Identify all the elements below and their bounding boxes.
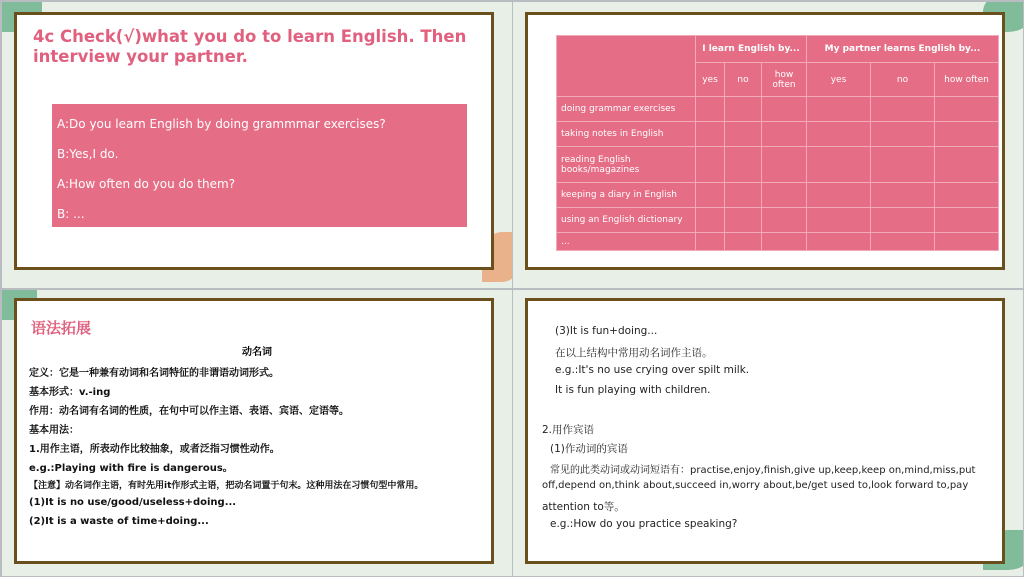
row-label: using an English dictionary: [557, 208, 696, 233]
text-line: off,depend on,think about,succeed in,worry about,be/get used to,look forward to,pay: [542, 480, 969, 491]
grammar-line: 【注意】动名词作主语，有时先用it作形式主语，把动名词置于句末。这种用法在习惯句型中常用。: [29, 481, 424, 491]
text-line: 常见的此类动词或动词短语有：practise,enjoy,finish,give up,keep,keep on,mind,miss,put: [550, 465, 976, 476]
table-corner: [557, 36, 696, 97]
grammar-line: 基本形式：v.-ing: [29, 387, 111, 398]
grammar-line: 作用：动名词有名词的性质，在句中可以作主语、表语、宾语、定语等。: [29, 406, 349, 417]
slide-frame: [525, 12, 1005, 270]
text-line: e.g.:It's no use crying over spilt milk.: [555, 364, 750, 376]
subheader: yes: [696, 63, 725, 97]
table-row: [557, 122, 999, 147]
slide-3[interactable]: [2, 290, 512, 576]
grammar-line: (1)It is no use/good/useless+doing...: [29, 497, 237, 508]
subheader: no: [871, 63, 935, 97]
row-label: doing grammar exercises: [557, 97, 696, 122]
row-label: taking notes in English: [557, 122, 696, 147]
slide-frame: [14, 12, 494, 270]
subheader: yes: [807, 63, 871, 97]
text-line: 2.用作宾语: [542, 424, 595, 436]
topic-heading: 动名词: [242, 347, 272, 358]
grammar-line: 定义：它是一种兼有动词和名词特征的非谓语动词形式。: [29, 368, 279, 379]
dialogue-line: B: ...: [57, 207, 85, 221]
text-line: 在以上结构中常用动名词作主语。: [555, 347, 713, 359]
slide-4[interactable]: [513, 290, 1023, 576]
section-title: 语法拓展: [31, 319, 92, 337]
slide-frame: [525, 298, 1005, 564]
slide-heading: 4c Check(√)what you do to learn English. Then interview your partner.: [33, 27, 467, 66]
dialogue-box: [52, 104, 467, 227]
text-line: e.g.:How do you practice speaking?: [550, 518, 738, 530]
grammar-line: (2)It is a waste of time+doing...: [29, 516, 209, 527]
table-row: [557, 97, 999, 122]
text-line: attention to等。: [542, 501, 625, 513]
header-self: I learn English by...: [696, 36, 807, 63]
text-line: (3)It is fun+doing...: [555, 325, 658, 337]
slide-1[interactable]: [2, 2, 512, 288]
grammar-line: 1.用作主语，所表动作比较抽象，或者泛指习惯性动作。: [29, 444, 280, 455]
table-row: [557, 183, 999, 208]
grammar-line: e.g.:Playing with fire is dangerous。: [29, 463, 233, 474]
slide-frame: [14, 298, 494, 564]
text-line: (1)作动词的宾语: [550, 443, 628, 455]
table-row: [557, 208, 999, 233]
header-partner: My partner learns English by...: [807, 36, 999, 63]
subheader: no: [725, 63, 762, 97]
table-row: [557, 233, 999, 251]
dialogue-line: B:Yes,I do.: [57, 147, 119, 161]
row-label: keeping a diary in English: [557, 183, 696, 208]
row-label: reading English books/magazines: [557, 147, 696, 183]
slide-2[interactable]: [513, 2, 1023, 288]
survey-table: [556, 35, 999, 251]
text-line: It is fun playing with children.: [555, 384, 711, 396]
row-label: ...: [557, 233, 696, 251]
subheader: how often: [935, 63, 999, 97]
grammar-line: 基本用法：: [29, 425, 79, 436]
dialogue-line: A:How often do you do them?: [57, 177, 236, 191]
subheader: how often: [762, 63, 807, 97]
dialogue-line: A:Do you learn English by doing grammmar exercises?: [57, 117, 386, 131]
table-row: [557, 147, 999, 183]
